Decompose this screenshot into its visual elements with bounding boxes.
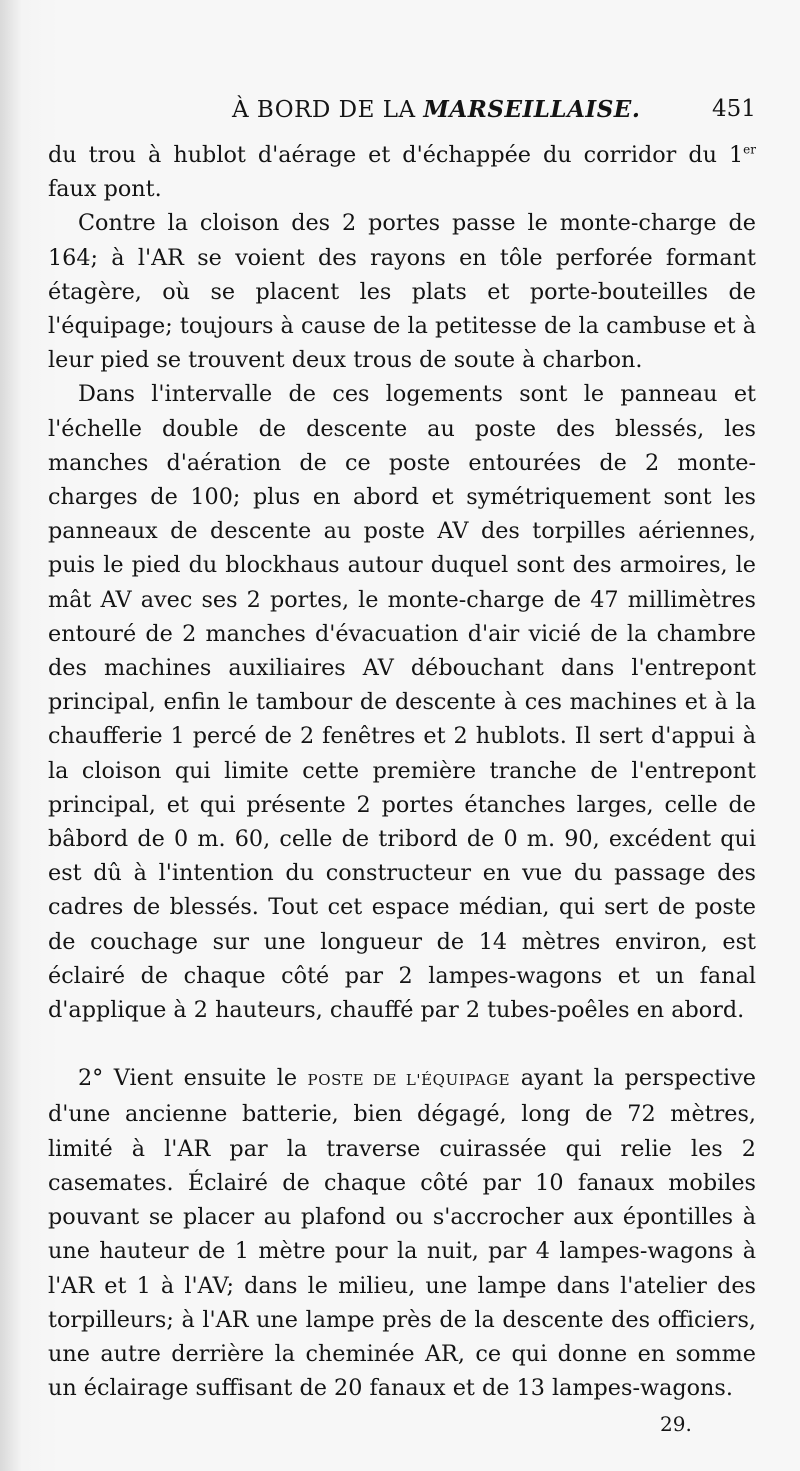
- paragraph: Contre la cloison des 2 portes passe le monte-charge de 164; à l'AR se voient des rayons en tôle perforée formant étagère, où se placent les plats et porte-bouteilles de l'équipage; toujours à cause de la petitesse de la cambuse et à leur pied se trouvent deux trous de soute à charbon.: [48, 210, 756, 374]
- running-title-prefix: À BORD DE LA: [232, 97, 424, 123]
- signature-mark: 29.: [660, 1412, 692, 1436]
- running-title: [232, 96, 640, 123]
- paragraph: Dans l'intervalle de ces logements sont le panneau et l'échelle double de descente au poste des blessés, les manches d'aération de ce poste entourées de 2 monte-charges de 100; plus en abord et symétriquement sont les panneaux de descente au poste AV des torpilles aériennes, puis le pied du blockhaus autour duquel sont des armoires, le mât AV avec ses 2 portes, le monte-charge de 47 millimètres entouré de 2 manches d'évacuation d'air vicié de la chambre des machines auxiliaires AV débouchant dans l'entrepont principal, enfin le tambour de descente à ces machines et à la chaufferie 1 percé de 2 fenêtres et 2 hublots. Il sert d'appui à la cloison qui limite cette première tranche de l'entrepont principal, et qui présente 2 portes étanches larges, celle de bâbord de 0 m. 60, celle de tribord de 0 m. 90, excédent qui est dû à l'intention du constructeur en vue du passage des cadres de blessés. Tout cet espace médian, qui sert de poste de couchage sur une longueur de 14 mètres environ, est éclairé de chaque côté par 2 lampes-wagons et un fanal d'applique à 2 hauteurs, chauffé par 2 tubes-poêles en abord.: [48, 381, 756, 1024]
- superscript: er: [743, 142, 756, 157]
- section-paragraph: [48, 1061, 756, 1405]
- page-number: 451: [712, 96, 756, 122]
- paragraph-text: faux pont.: [48, 176, 162, 203]
- running-title-ship-name: MARSEILLAISE.: [423, 96, 641, 123]
- body-text: [48, 138, 756, 1405]
- small-caps-term: POSTE DE L'ÉQUIPAGE: [307, 1071, 511, 1090]
- paragraph-text: ayant la perspective d'une ancienne batterie, bien dégagé, long de 72 mètres, limité à l'AR par la traverse cuirassée qui relie les 2 casemates. Éclairé de chaque côté par 10 fanaux mobiles pouvant se placer au plafond ou s'accrocher aux épontilles à une hauteur de 1 mètre pour la nuit, par 4 lampes-wagons à l'AR et 1 à l'AV; dans le milieu, une lampe dans l'atelier des torpilleurs; à l'AR une lampe près de la descente des officiers, une autre derrière la cheminée AR, ce qui donne en somme un éclairage suffisant de 20 fanaux et de 13 lampes-wagons.: [48, 1065, 756, 1402]
- paragraph-text: du trou à hublot d'aérage et d'échappée du corridor du 1: [48, 142, 744, 168]
- paragraph-text: 2° Vient ensuite le: [78, 1065, 308, 1092]
- paragraph-continuation: [48, 138, 756, 206]
- page-header: [0, 94, 800, 130]
